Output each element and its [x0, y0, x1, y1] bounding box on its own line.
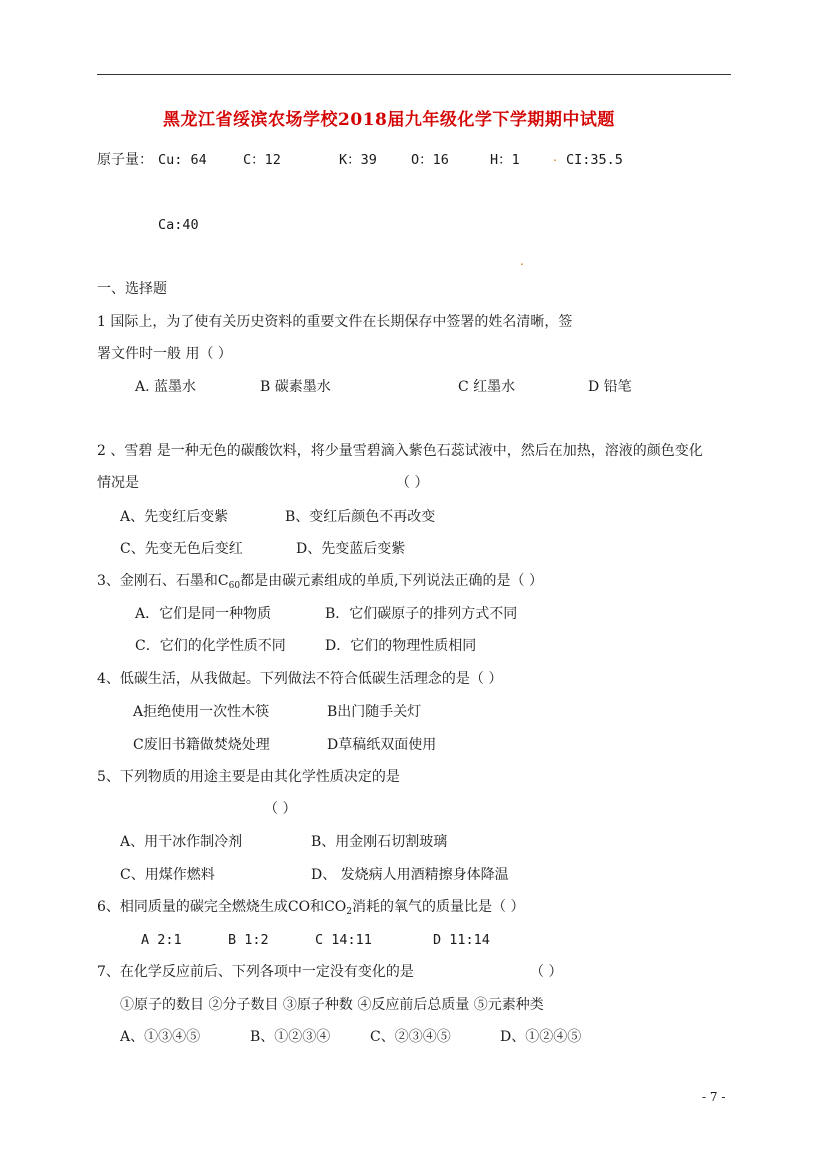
q3-option-b: B．它们碳原子的排列方式不同 — [325, 606, 518, 622]
atomic-mass-k: K：39 — [339, 152, 377, 168]
atomic-mass-o: O：16 — [411, 152, 449, 168]
stray-mark: . — [553, 150, 557, 164]
q7-option-d: D、①②④⑤ — [500, 1029, 582, 1045]
q7-stem: 7、在化学反应前后、下列各项中一定没有变化的是 — [97, 964, 414, 980]
q5-stem: 5、下列物质的用途主要是由其化学性质决定的是 — [97, 769, 400, 785]
q1-stem-line2: 署文件时一般 用（ ） — [97, 346, 232, 362]
q5-answer-paren: （ ） — [264, 801, 297, 817]
q1-option-a: A. 蓝墨水 — [135, 379, 197, 395]
q3-stem-subscript: 60 — [228, 581, 241, 591]
q3-stem — [97, 572, 543, 590]
q5-option-d: D、 发烧病人用酒精擦身体降温 — [311, 867, 509, 883]
q5-option-c: C、用煤作燃料 — [120, 867, 215, 883]
stray-mark: . — [520, 254, 524, 268]
q2-stem-line1: 2 、雪碧 是一种无色的碳酸饮料，将少量雪碧滴入紫色石蕊试液中，然后在加热，溶液的颜色变化 — [97, 443, 703, 459]
q5-option-b: B、用金刚石切割玻璃 — [311, 834, 448, 850]
atomic-mass-c: C：12 — [243, 152, 281, 168]
q2-option-d: D、先变蓝后变紫 — [296, 541, 406, 557]
q3-option-d: D．它们的物理性质相同 — [325, 638, 477, 654]
atomic-mass-h: H：1 — [490, 152, 520, 168]
atomic-mass-label: 原子量： — [97, 152, 153, 168]
q7-option-a: A、①③④⑤ — [120, 1029, 201, 1045]
q3-option-a: A．它们是同一种物质 — [135, 606, 272, 622]
q4-option-a: A拒绝使用一次性木筷 — [133, 704, 270, 720]
q1-stem-line1: 1 国际上，为了使有关历史资料的重要文件在长期保存中签署的姓名清晰，签 — [97, 314, 573, 330]
q7-option-b: B、①②③④ — [250, 1029, 331, 1045]
q6-stem — [97, 898, 524, 916]
header-rule — [97, 74, 731, 75]
q6-stem-subscript: 2 — [346, 907, 353, 917]
q4-option-c: C废旧书籍做焚烧处理 — [133, 737, 270, 753]
q1-option-d: D 铅笔 — [588, 379, 632, 395]
q4-option-b: B出门随手关灯 — [327, 704, 422, 720]
q6-stem-part1: 6、相同质量的碳完全燃烧生成CO和CO — [97, 899, 347, 915]
q2-option-a: A、先变红后变紫 — [120, 509, 229, 525]
atomic-mass-cl: CI:35.5 — [566, 152, 623, 168]
q7-answer-paren: （ ） — [530, 964, 563, 980]
q2-option-c: C、先变无色后变红 — [120, 541, 243, 557]
q1-option-c: C 红墨水 — [458, 379, 516, 395]
q6-option-a: A 2:1 — [141, 932, 182, 948]
atomic-mass-ca: Ca:40 — [158, 217, 199, 233]
q6-option-b: B 1:2 — [228, 932, 269, 948]
q3-stem-part2: 都是由碳元素组成的单质,下列说法正确的是（ ） — [240, 573, 543, 589]
section-heading: 一、选择题 — [97, 281, 167, 297]
q6-stem-part2: 消耗的氧气的质量比是（ ） — [352, 899, 525, 915]
q7-option-c: C、②③④⑤ — [370, 1029, 451, 1045]
q3-option-c: C．它们的化学性质不同 — [135, 638, 286, 654]
page-title: 黑龙江省绥滨农场学校2018届九年级化学下学期期中试题 — [163, 110, 615, 130]
page-number: - 7 - — [702, 1090, 726, 1104]
q6-option-c: C 14:11 — [315, 932, 372, 948]
q2-option-b: B、变红后颜色不再改变 — [285, 509, 436, 525]
q6-option-d: D 11:14 — [433, 932, 490, 948]
q1-option-b: B 碳素墨水 — [260, 379, 331, 395]
q2-answer-paren: （ ） — [396, 475, 429, 491]
q4-option-d: D草稿纸双面使用 — [327, 737, 437, 753]
q3-stem-part1: 3、金刚石、石墨和C — [97, 573, 229, 589]
q2-stem-line2: 情况是 — [97, 475, 139, 491]
q5-option-a: A、用干冰作制冷剂 — [120, 834, 243, 850]
q7-items: ①原子的数目 ②分子数目 ③原子种数 ④反应前后总质量 ⑤元素种类 — [120, 997, 544, 1013]
q4-stem: 4、低碳生活，从我做起。下列做法不符合低碳生活理念的是（ ） — [97, 671, 503, 687]
atomic-mass-cu: Cu: 64 — [158, 152, 207, 168]
